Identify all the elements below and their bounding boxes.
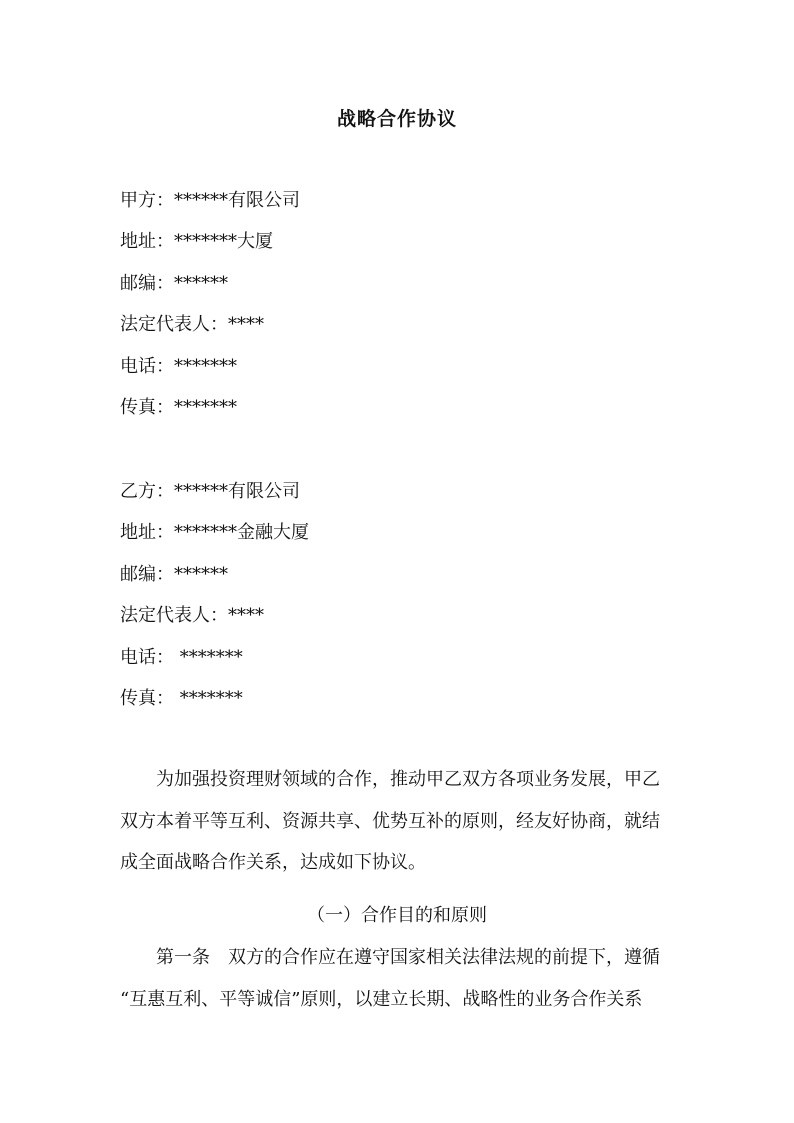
article-line: 第一条 双方的合作应在遵守国家相关法律法规的前提下，遵循 [156,947,660,968]
preamble-line: 为加强投资理财领域的合作，推动甲乙双方各项业务发展，甲乙 [156,769,660,790]
party-a-fax: 传真：******* [120,397,237,418]
article-line: “互惠互利、平等诚信”原则，以建立长期、战略性的业务合作关系 [120,988,643,1010]
party-a-phone: 电话：******* [120,356,237,377]
preamble-line: 成全面战略合作关系，达成如下协议。 [120,852,426,873]
preamble-line: 双方本着平等互利、资源共享、优势互补的原则，经友好协商，就结 [120,810,660,832]
party-b-fax: 传真： ******* [120,688,243,709]
section-heading: （一）合作目的和原则 [307,905,487,926]
party-a-address: 地址：*******大厦 [120,231,273,252]
party-b-name: 乙方：******有限公司 [120,481,300,502]
preamble-paragraph [120,759,688,884]
party-b-address: 地址：*******金融大厦 [120,522,309,543]
party-b-postcode: 邮编：****** [120,564,228,585]
party-a-name: 甲方：******有限公司 [120,190,300,211]
party-a-postcode: 邮编：****** [120,273,228,294]
party-b-legal-rep: 法定代表人：**** [120,605,264,626]
document-title: 战略合作协议 [336,108,457,130]
article-1-paragraph [120,937,688,1020]
party-b-phone: 电话： ******* [120,647,243,668]
party-a-legal-rep: 法定代表人：**** [120,314,264,335]
